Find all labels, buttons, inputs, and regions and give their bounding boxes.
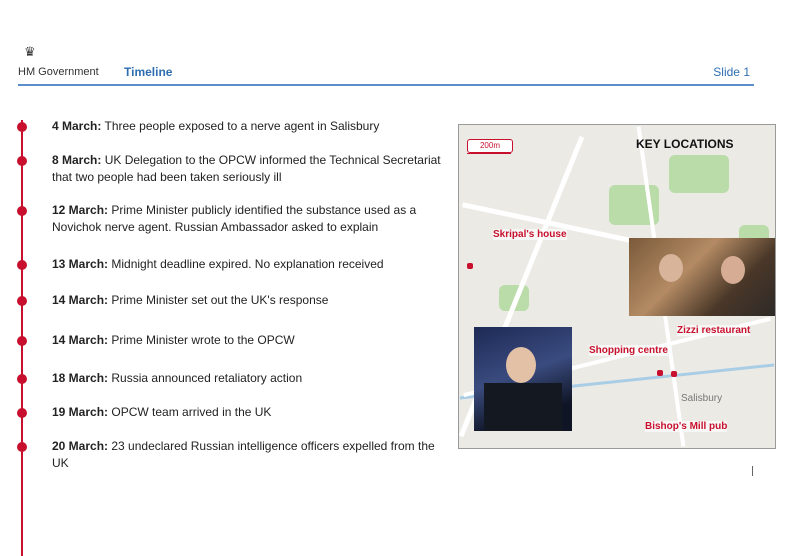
timeline xyxy=(0,100,460,500)
photo-face xyxy=(506,347,536,383)
map-heading: KEY LOCATIONS xyxy=(636,137,734,151)
event-date: 20 March: xyxy=(52,439,109,453)
event-date: 4 March: xyxy=(52,119,102,133)
royal-crest-icon: ♛ xyxy=(24,44,36,59)
zizzi-restaurant-marker xyxy=(671,371,677,377)
timeline-dot xyxy=(17,336,27,346)
event-text xyxy=(52,152,452,186)
skripal-house-label: Skripal's house xyxy=(493,229,567,240)
slide-header xyxy=(18,44,754,86)
timeline-dot xyxy=(17,156,27,166)
header-rule xyxy=(18,84,754,86)
event-date: 14 March: xyxy=(52,333,109,347)
skripal-house-marker xyxy=(467,263,473,269)
event-description: UK Delegation to the OPCW informed the Technical Secretariat that two people had been taken seriously ill xyxy=(52,153,441,184)
event-date: 14 March: xyxy=(52,293,109,307)
zizzi-restaurant-label: Zizzi restaurant xyxy=(677,325,751,336)
event-description: OPCW team arrived in the UK xyxy=(111,405,272,419)
text-cursor xyxy=(752,466,753,476)
event-text xyxy=(52,292,452,309)
event-description: Prime Minister set out the UK's response xyxy=(111,293,329,307)
shopping-centre-marker xyxy=(657,370,663,376)
shopping-centre-label: Shopping centre xyxy=(589,345,668,356)
timeline-dot xyxy=(17,260,27,270)
park-area xyxy=(669,155,729,193)
timeline-dot xyxy=(17,374,27,384)
event-text xyxy=(52,370,452,387)
photo-face xyxy=(721,256,745,284)
event-text xyxy=(52,438,452,472)
photo-skripals xyxy=(629,238,775,316)
event-text xyxy=(52,256,452,273)
event-text xyxy=(52,332,452,349)
event-text xyxy=(52,202,452,236)
timeline-dot xyxy=(17,442,27,452)
timeline-dot xyxy=(17,122,27,132)
map-scale: 200m xyxy=(467,139,513,153)
event-date: 18 March: xyxy=(52,371,109,385)
salisbury-label: Salisbury xyxy=(681,393,723,404)
event-text xyxy=(52,404,452,421)
hm-government-label: HM Government xyxy=(18,66,99,78)
slide-number: Slide 1 xyxy=(713,65,750,79)
event-date: 13 March: xyxy=(52,257,109,271)
event-date: 19 March: xyxy=(52,405,109,419)
bishops-mill-pub-label: Bishop's Mill pub xyxy=(645,421,728,432)
event-description: Prime Minister wrote to the OPCW xyxy=(111,333,295,347)
event-date: 8 March: xyxy=(52,153,102,167)
map-scale-bar xyxy=(467,153,511,154)
key-locations-map xyxy=(458,124,776,449)
event-description: Prime Minister publicly identified the substance used as a Novichok nerve agent. Russian Ambassador asked to explain xyxy=(52,203,417,234)
slide-title: Timeline xyxy=(124,65,173,79)
timeline-dot xyxy=(17,408,27,418)
timeline-dot xyxy=(17,296,27,306)
photo-uniform xyxy=(484,383,562,431)
event-text xyxy=(52,118,452,135)
event-description: Three people exposed to a nerve agent in Salisbury xyxy=(104,119,380,133)
photo-officer xyxy=(474,327,572,431)
photo-face xyxy=(659,254,683,282)
event-date: 12 March: xyxy=(52,203,109,217)
event-description: Russia announced retaliatory action xyxy=(111,371,303,385)
event-description: 23 undeclared Russian intelligence officers expelled from the UK xyxy=(52,439,435,470)
timeline-dot xyxy=(17,206,27,216)
event-description: Midnight deadline expired. No explanation received xyxy=(111,257,384,271)
